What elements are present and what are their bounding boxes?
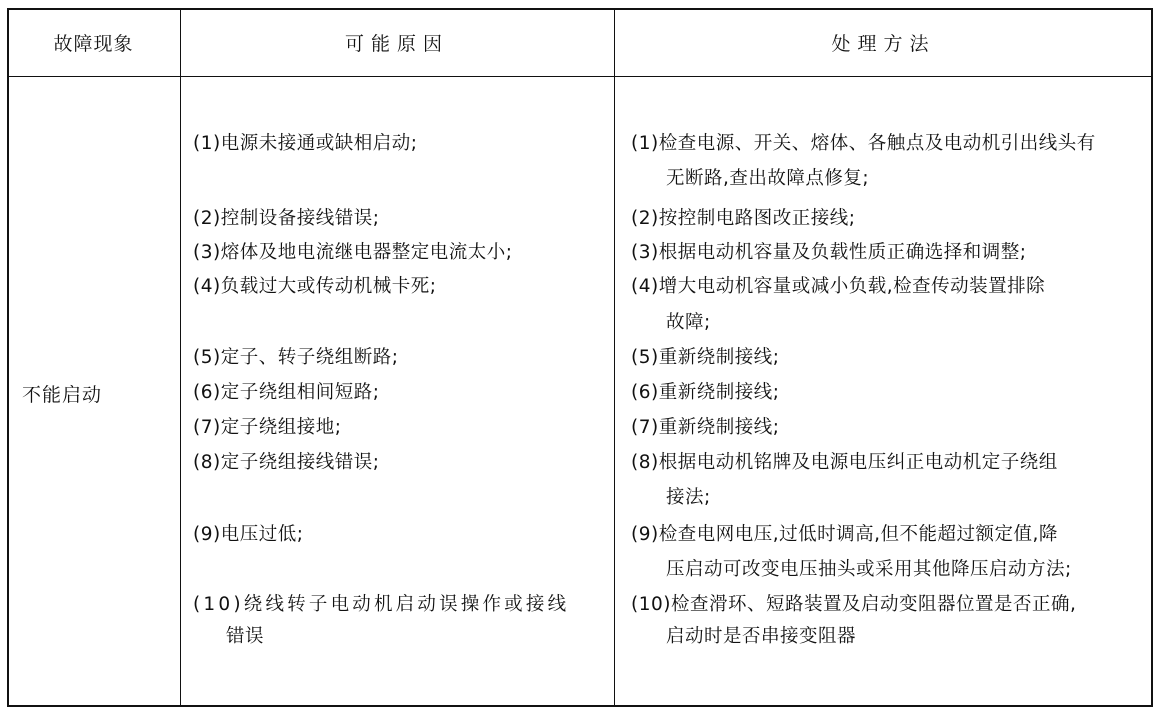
- column-divider-2: [614, 8, 615, 707]
- header-method: 处理方法: [831, 32, 936, 55]
- column-divider-1: [180, 8, 181, 707]
- cause-item: (2)控制设备接线错误;: [193, 208, 380, 229]
- cause-item-continued: 错误: [226, 626, 265, 647]
- cause-item: (4)负载过大或传动机械卡死;: [193, 276, 437, 297]
- cause-item: (9)电压过低;: [193, 524, 304, 545]
- method-item-continued: 故障;: [666, 312, 711, 333]
- method-item: (3)根据电动机容量及负载性质正确选择和调整;: [631, 242, 1027, 263]
- symptom-cell: 不能启动: [22, 384, 103, 406]
- cause-item: (3)熔体及地电流继电器整定电流太小;: [193, 242, 513, 263]
- header-cause: 可能原因: [344, 32, 449, 55]
- method-item-continued: 压启动可改变电压抽头或采用其他降压启动方法;: [666, 559, 1072, 580]
- method-item: (6)重新绕制接线;: [631, 382, 780, 403]
- header-symptom: 故障现象: [53, 32, 134, 55]
- cause-item: (7)定子绕组接地;: [193, 417, 342, 438]
- method-item-continued: 接法;: [666, 487, 711, 508]
- cause-item: (6)定子绕组相间短路;: [193, 382, 380, 403]
- method-item: (9)检查电网电压,过低时调高,但不能超过额定值,降: [631, 524, 1058, 545]
- cause-item: (1)电源未接通或缺相启动;: [193, 133, 418, 154]
- cause-item: (5)定子、转子绕组断路;: [193, 347, 399, 368]
- method-item: (2)按控制电路图改正接线;: [631, 208, 856, 229]
- method-item: (1)检查电源、开关、熔体、各触点及电动机引出线头有: [631, 133, 1096, 154]
- method-item: (7)重新绕制接线;: [631, 417, 780, 438]
- method-item: (10)检查滑环、短路装置及启动变阻器位置是否正确,: [631, 594, 1077, 615]
- method-item: (8)根据电动机铭牌及电源电压纠正电动机定子绕组: [631, 452, 1058, 473]
- method-item-continued: 无断路,查出故障点修复;: [666, 168, 870, 189]
- cause-item: (8)定子绕组接线错误;: [193, 452, 380, 473]
- header-divider: [7, 76, 1153, 77]
- cause-item: (10)绕线转子电动机启动误操作或接线: [193, 594, 570, 615]
- method-item: (4)增大电动机容量或减小负载,检查传动装置排除: [631, 276, 1046, 297]
- method-item-continued: 启动时是否串接变阻器: [666, 626, 857, 647]
- method-item: (5)重新绕制接线;: [631, 347, 780, 368]
